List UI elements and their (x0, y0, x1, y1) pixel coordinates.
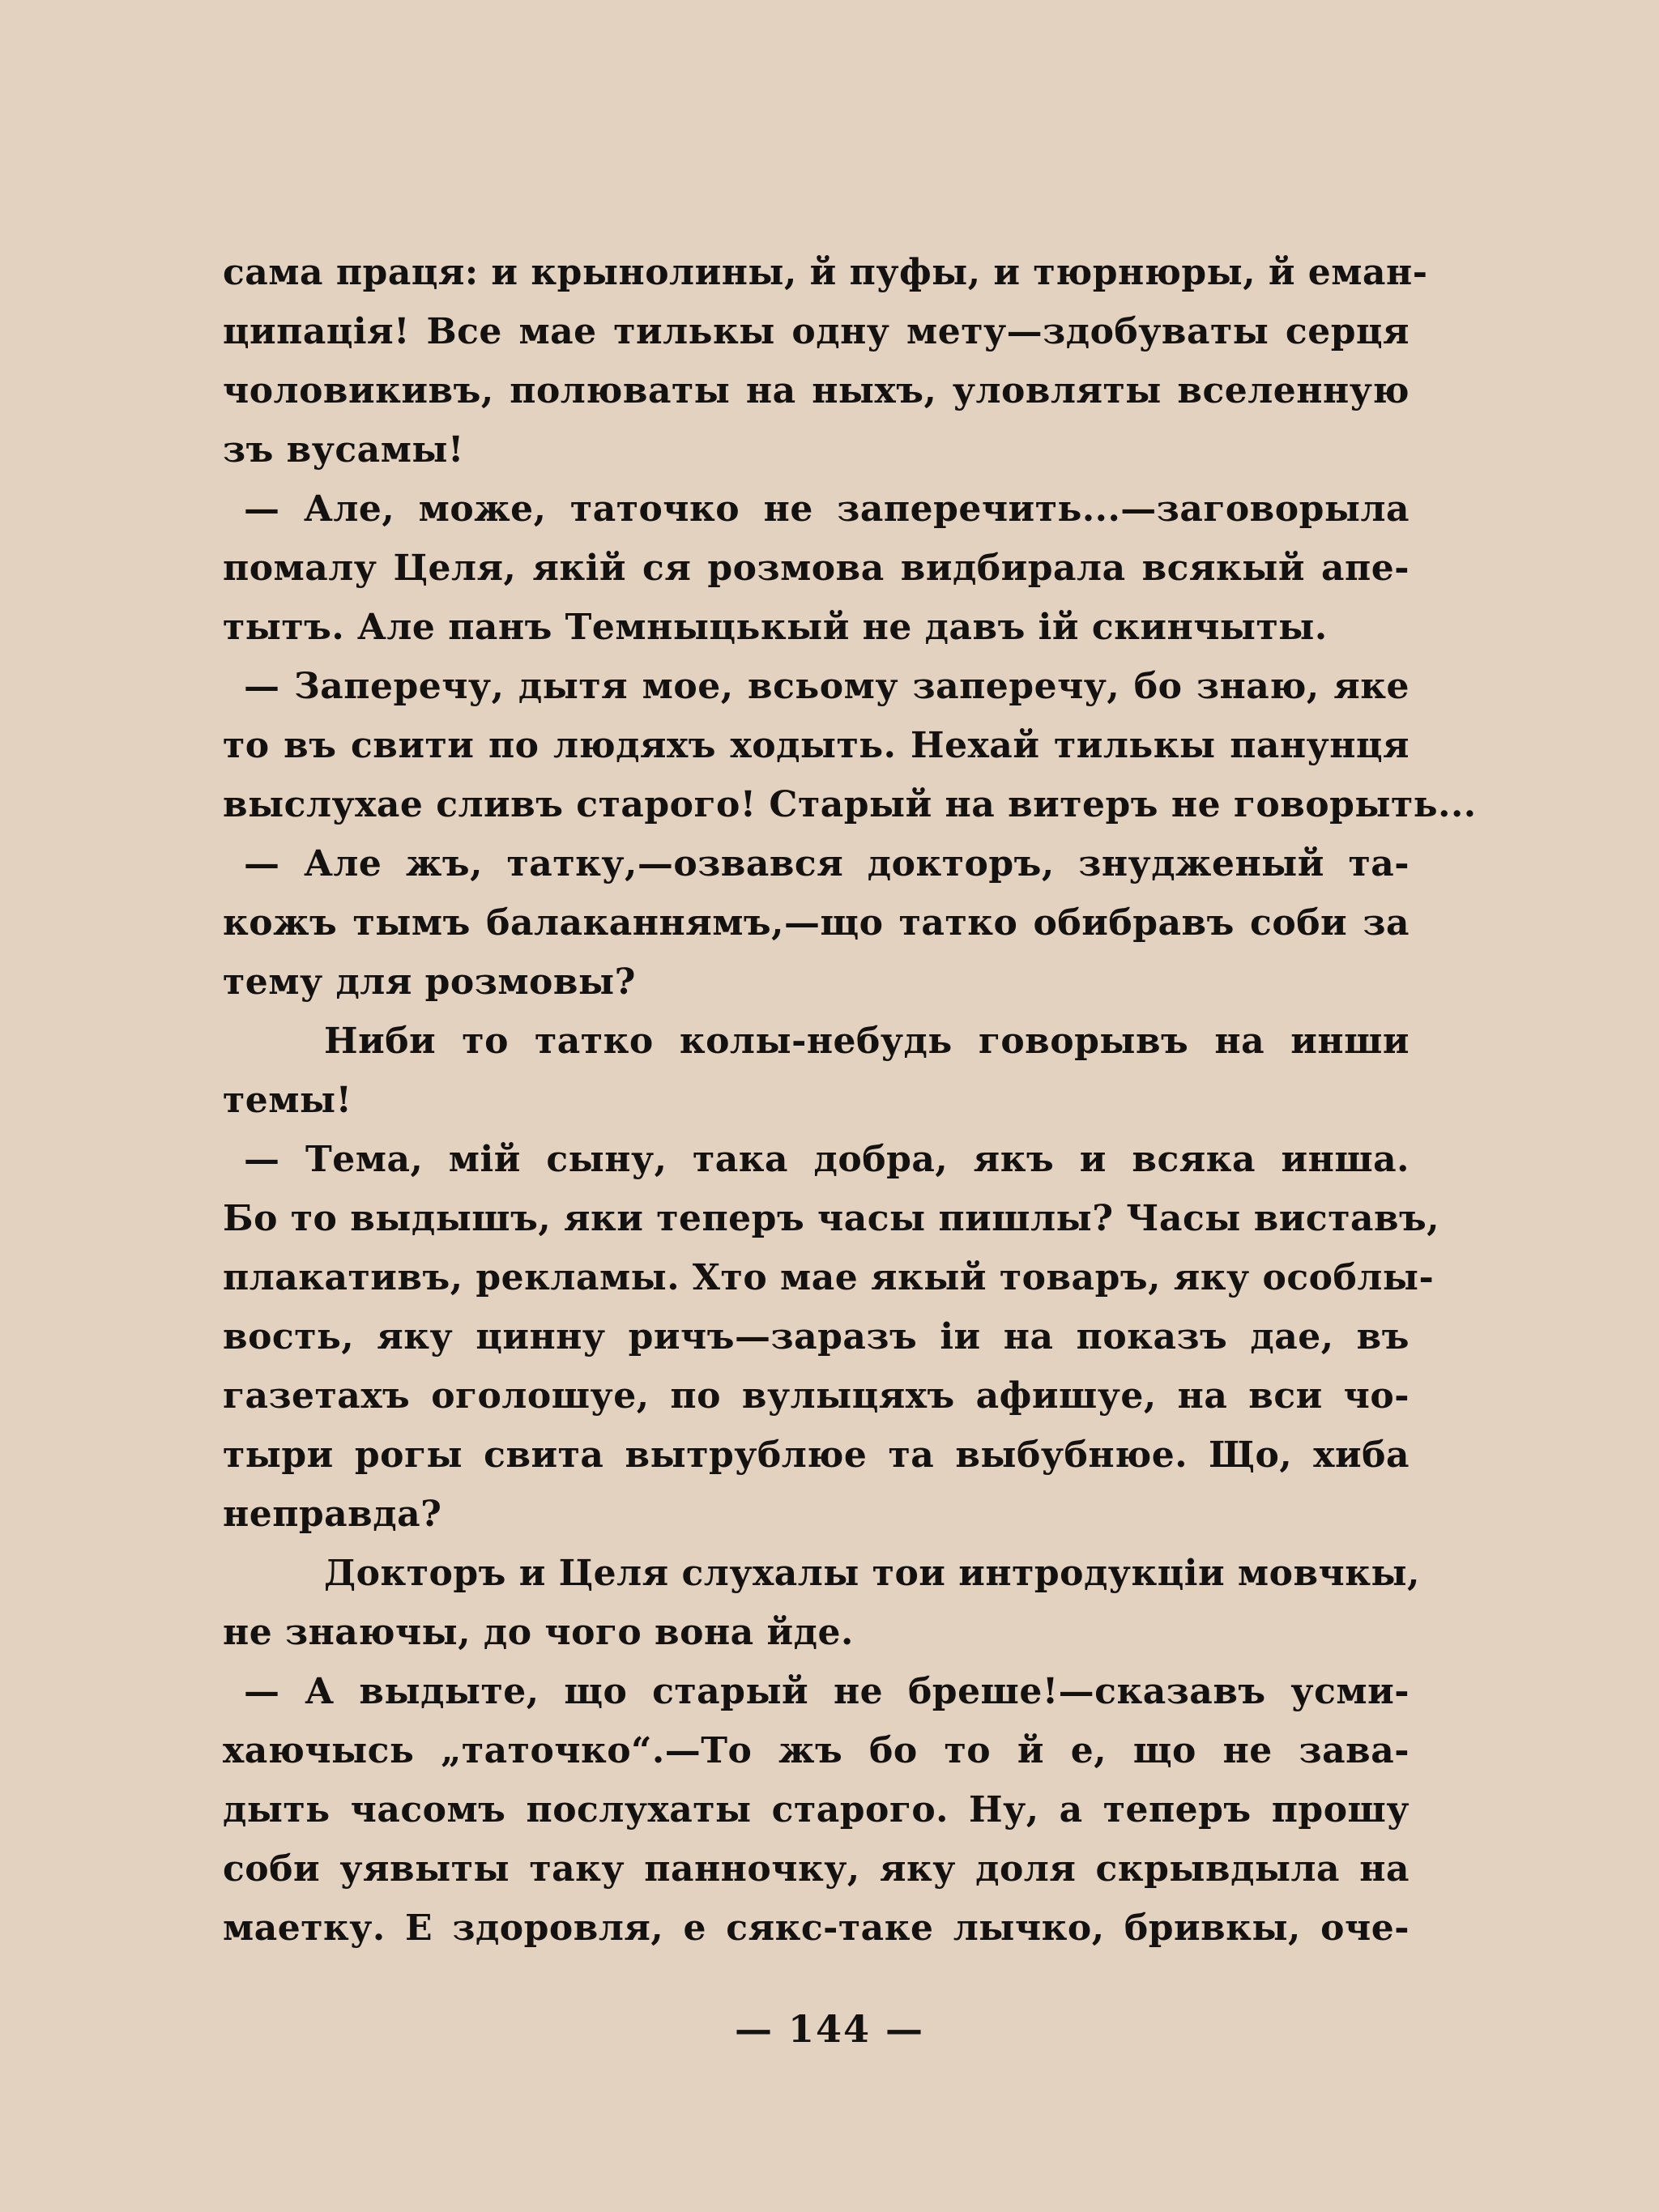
text-line: тыри рогы свита вытрублюе та выбубнюе. Що, хиба (223, 1434, 1410, 1476)
body-text (223, 243, 1477, 1958)
page-number: — 144 — (734, 2007, 925, 2051)
text-line: газетахъ оголошуе, по вулыцяхъ афишуе, на вси чо- (223, 1375, 1410, 1417)
text-line: Бо то выдышъ, яки теперъ часы пишлы? Часы виставъ, (223, 1198, 1440, 1239)
text-line: зъ вусамы! (223, 429, 464, 471)
text-line: — Заперечу, дытя мое, всьому заперечу, бо знаю, яке (244, 666, 1410, 707)
text-line: плакативъ, рекламы. Хто мае якый товаръ, яку особлы- (223, 1257, 1435, 1298)
text-line: ципація! Все мае тилькы одну мету—здобуваты серця (223, 311, 1410, 352)
text-line: выслухае сливъ старого! Старый на витеръ не говорыть... (223, 784, 1477, 825)
text-line: не знаючы, до чого вона йде. (223, 1612, 854, 1653)
text-line: Ниби то татко колы-небудь говорывъ на инши (324, 1021, 1410, 1062)
text-line: сама праця: и крынолины, й пуфы, и тюрнюры, й еман- (223, 252, 1428, 293)
text-line: хаючысь „таточко“.—То жъ бо то й е, що не зава- (223, 1730, 1410, 1771)
text-line: то въ свити по людяхъ ходыть. Нехай тилькы панунця (223, 725, 1410, 766)
text-line: дыть часомъ послухаты старого. Ну, а теперъ прошу (223, 1789, 1410, 1831)
text-line: — Але, може, таточко не заперечить...—заговорыла (244, 488, 1410, 530)
text-line: темы! (223, 1080, 352, 1121)
text-line: соби уявыты таку панночку, яку доля скрывдыла на (223, 1848, 1410, 1890)
text-line: — А выдыте, що старый не бреше!—сказавъ усми- (244, 1671, 1410, 1712)
text-line: тытъ. Але панъ Темныцькый не давъ ій скинчыты. (223, 607, 1328, 648)
text-line: — Тема, мій сыну, така добра, якъ и всяка инша. (244, 1139, 1410, 1180)
text-line: маетку. Е здоровля, е сякс-таке лычко, бривкы, оче- (223, 1907, 1410, 1949)
text-line: вость, яку цинну ричъ—заразъ іи на показъ дае, въ (223, 1316, 1410, 1357)
text-line: тему для розмовы? (223, 961, 636, 1003)
text-line: помалу Целя, якій ся розмова видбирала всякый апе- (223, 548, 1410, 589)
text-line: неправда? (223, 1494, 442, 1535)
text-line: кожъ тымъ балаканнямъ,—що татко обибравъ соби за (223, 902, 1410, 944)
text-line: Докторъ и Целя слухалы тои интродукціи мовчкы, (324, 1553, 1420, 1594)
text-line: чоловикивъ, полюваты на ныхъ, уловляты вселенную (223, 370, 1410, 411)
text-line: — Але жъ, татку,—озвався докторъ, знудженый та- (244, 843, 1410, 884)
